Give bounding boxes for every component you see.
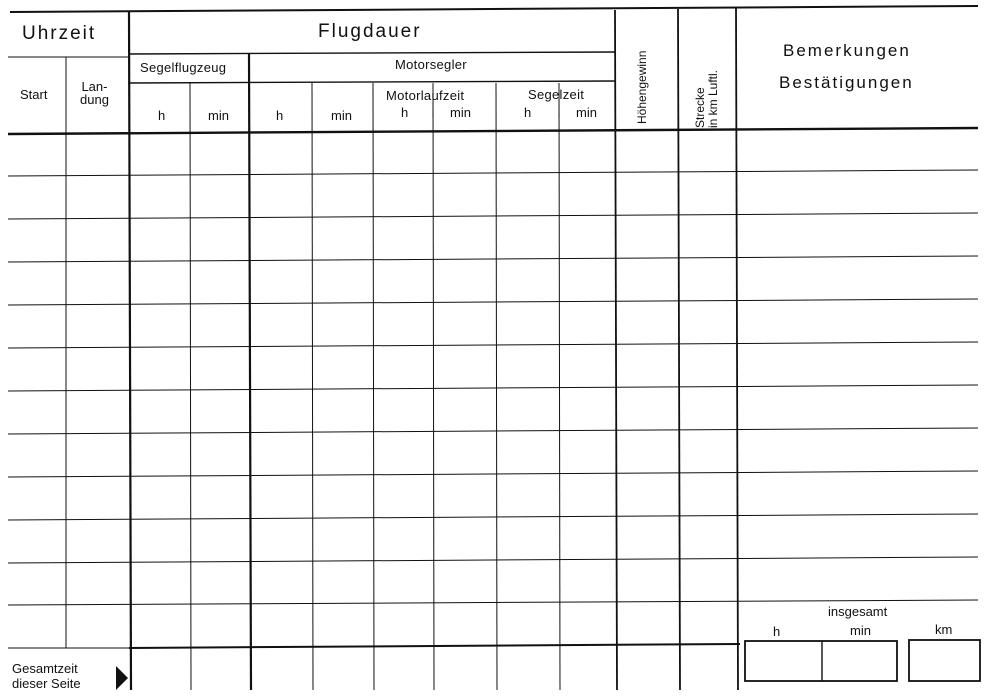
insgesamt-h-box[interactable] [747, 643, 820, 679]
cell-sz-h[interactable] [498, 523, 558, 562]
cell-landung[interactable] [67, 179, 128, 218]
cell-bemerkung[interactable] [739, 136, 977, 175]
cell-start[interactable] [9, 566, 65, 605]
cell-bemerkung[interactable] [739, 394, 977, 433]
cell-sz-h[interactable] [498, 609, 558, 648]
cell-ml-min[interactable] [435, 308, 495, 347]
cell-seg-min[interactable] [192, 480, 248, 519]
cell-bemerkung[interactable] [739, 351, 977, 390]
cell-mot-h[interactable] [252, 179, 311, 218]
cell-ml-min[interactable] [435, 179, 495, 218]
footer-km: km [935, 622, 953, 637]
header-flugdauer: Flugdauer [318, 21, 422, 42]
cell-sz-h[interactable] [498, 351, 558, 390]
cell-ml-min[interactable] [435, 136, 495, 175]
cell-landung[interactable] [67, 437, 128, 476]
cell-bemerkung[interactable] [739, 566, 977, 605]
cell-mot-h[interactable] [252, 394, 311, 433]
cell-mot-min[interactable] [314, 480, 372, 519]
cell-landung[interactable] [67, 136, 128, 175]
cell-hoehe[interactable] [618, 351, 677, 390]
footer-insgesamt: insgesamt [828, 604, 888, 619]
header-segelzeit-h: h [524, 105, 532, 120]
cell-landung[interactable] [67, 351, 128, 390]
cell-sz-min[interactable] [561, 265, 614, 304]
insgesamt-min-box[interactable] [824, 643, 895, 679]
cell-ml-min[interactable] [435, 394, 495, 433]
cell-seg-min[interactable] [192, 523, 248, 562]
header-bemerkungen: Bemerkungen [783, 41, 911, 60]
cell-ml-h[interactable] [375, 351, 432, 390]
cell-ml-min[interactable] [435, 222, 495, 261]
cell-landung[interactable] [67, 566, 128, 605]
cell-strecke[interactable] [681, 437, 735, 476]
cell-strecke[interactable] [681, 136, 735, 175]
cell-mot-min[interactable] [314, 179, 372, 218]
cell-seg-h[interactable] [131, 523, 189, 562]
cell-bemerkung[interactable] [739, 179, 977, 218]
cell-hoehe[interactable] [618, 222, 677, 261]
cell-sz-min[interactable] [561, 308, 614, 347]
cell-seg-min[interactable] [192, 179, 248, 218]
cell-seg-min[interactable] [192, 222, 248, 261]
cell-ml-min[interactable] [435, 437, 495, 476]
cell-strecke[interactable] [681, 308, 735, 347]
cell-ml-h[interactable] [375, 265, 432, 304]
cell-ml-min[interactable] [435, 351, 495, 390]
total-motorlaufzeit-h[interactable] [375, 648, 432, 686]
cell-mot-min[interactable] [314, 523, 372, 562]
cell-start[interactable] [9, 265, 65, 304]
cell-mot-min[interactable] [314, 394, 372, 433]
footer-gesamtzeit: Gesamtzeit dieser Seite [12, 661, 81, 691]
cell-ml-min[interactable] [435, 566, 495, 605]
cell-sz-h[interactable] [498, 394, 558, 433]
cell-landung[interactable] [67, 265, 128, 304]
header-segelflug-h: h [158, 108, 166, 123]
cell-seg-min[interactable] [192, 566, 248, 605]
header-motorsegler: Motorsegler [395, 57, 467, 72]
cell-mot-h[interactable] [252, 351, 311, 390]
header-segelflug-min: min [208, 108, 229, 123]
cell-sz-min[interactable] [561, 609, 614, 648]
cell-seg-h[interactable] [131, 351, 189, 390]
cell-mot-h[interactable] [252, 308, 311, 347]
cell-landung[interactable] [67, 523, 128, 562]
header-motorlaufzeit: Motorlaufzeit [386, 88, 465, 103]
arrow-right-icon [116, 666, 128, 690]
cell-mot-h[interactable] [252, 566, 311, 605]
cell-seg-min[interactable] [192, 437, 248, 476]
cell-seg-h[interactable] [131, 437, 189, 476]
total-segelflug-min[interactable] [192, 650, 248, 688]
cell-start[interactable] [9, 523, 65, 562]
cell-mot-h[interactable] [252, 523, 311, 562]
cell-hoehe[interactable] [618, 523, 677, 562]
cell-strecke[interactable] [681, 523, 735, 562]
cell-seg-min[interactable] [192, 265, 248, 304]
cell-landung[interactable] [67, 222, 128, 261]
cell-mot-min[interactable] [314, 136, 372, 175]
cell-strecke[interactable] [681, 179, 735, 218]
cell-ml-h[interactable] [375, 609, 432, 648]
cell-seg-h[interactable] [131, 179, 189, 218]
cell-sz-h[interactable] [498, 480, 558, 519]
cell-sz-h[interactable] [498, 136, 558, 175]
header-segelzeit-min: min [576, 105, 597, 120]
cell-seg-h[interactable] [131, 609, 189, 648]
cell-hoehe[interactable] [618, 566, 677, 605]
header-start: Start [20, 87, 48, 102]
cell-hoehe[interactable] [618, 394, 677, 433]
cell-mot-min[interactable] [314, 609, 372, 648]
cell-hoehe[interactable] [618, 437, 677, 476]
cell-seg-h[interactable] [131, 394, 189, 433]
cell-strecke[interactable] [681, 222, 735, 261]
header-strecke: Strecke in km Luftl. [693, 69, 720, 128]
cell-sz-min[interactable] [561, 480, 614, 519]
cell-ml-h[interactable] [375, 523, 432, 562]
cell-seg-min[interactable] [192, 351, 248, 390]
cell-start[interactable] [9, 394, 65, 433]
cell-sz-h[interactable] [498, 566, 558, 605]
total-motorlaufzeit-min[interactable] [435, 648, 495, 686]
header-motorlaufzeit-h: h [401, 105, 409, 120]
cell-seg-min[interactable] [192, 308, 248, 347]
cell-ml-h[interactable] [375, 222, 432, 261]
cell-ml-h[interactable] [375, 394, 432, 433]
cell-landung[interactable] [67, 480, 128, 519]
header-bestaetigungen: Bestätigungen [779, 73, 914, 92]
cell-sz-min[interactable] [561, 437, 614, 476]
total-strecke[interactable] [681, 646, 735, 684]
cell-sz-min[interactable] [561, 136, 614, 175]
cell-bemerkung[interactable] [739, 523, 977, 562]
cell-seg-h[interactable] [131, 222, 189, 261]
cell-bemerkung[interactable] [739, 308, 977, 347]
total-segelzeit-h[interactable] [498, 647, 558, 685]
cell-sz-min[interactable] [561, 523, 614, 562]
cell-sz-h[interactable] [498, 308, 558, 347]
cell-hoehe[interactable] [618, 480, 677, 519]
cell-seg-min[interactable] [192, 136, 248, 175]
cell-ml-min[interactable] [435, 265, 495, 304]
cell-ml-h[interactable] [375, 179, 432, 218]
cell-strecke[interactable] [681, 265, 735, 304]
cell-mot-min[interactable] [314, 265, 372, 304]
cell-mot-h[interactable] [252, 222, 311, 261]
cell-mot-min[interactable] [314, 351, 372, 390]
cell-start[interactable] [9, 609, 65, 648]
cell-sz-min[interactable] [561, 179, 614, 218]
cell-landung[interactable] [67, 308, 128, 347]
cell-ml-min[interactable] [435, 609, 495, 648]
cell-seg-h[interactable] [131, 136, 189, 175]
header-motorlaufzeit-min: min [450, 105, 471, 120]
cell-sz-h[interactable] [498, 437, 558, 476]
cell-seg-min[interactable] [192, 394, 248, 433]
header-motorsegler-min: min [331, 108, 352, 123]
cell-hoehe[interactable] [618, 265, 677, 304]
cell-hoehe[interactable] [618, 179, 677, 218]
cell-seg-h[interactable] [131, 480, 189, 519]
total-motorsegler-min[interactable] [314, 649, 372, 687]
cell-sz-h[interactable] [498, 179, 558, 218]
cell-mot-h[interactable] [252, 265, 311, 304]
header-uhrzeit: Uhrzeit [22, 23, 97, 44]
cell-strecke[interactable] [681, 566, 735, 605]
cell-start[interactable] [9, 308, 65, 347]
footer-h: h [773, 624, 781, 639]
cell-start[interactable] [9, 222, 65, 261]
cell-ml-h[interactable] [375, 136, 432, 175]
insgesamt-km-box[interactable] [911, 642, 978, 679]
cell-start[interactable] [9, 136, 65, 175]
cell-bemerkung[interactable] [739, 222, 977, 261]
cell-hoehe[interactable] [618, 136, 677, 175]
cell-mot-h[interactable] [252, 437, 311, 476]
cell-mot-h[interactable] [252, 609, 311, 648]
cell-start[interactable] [9, 351, 65, 390]
header-hoehengewinn: Höhengewinn [635, 50, 649, 124]
header-motorsegler-h: h [276, 108, 284, 123]
cell-ml-min[interactable] [435, 523, 495, 562]
cell-mot-min[interactable] [314, 308, 372, 347]
cell-mot-min[interactable] [314, 222, 372, 261]
cell-landung[interactable] [67, 394, 128, 433]
cell-strecke[interactable] [681, 609, 735, 648]
cell-sz-h[interactable] [498, 222, 558, 261]
cell-ml-h[interactable] [375, 480, 432, 519]
cell-mot-h[interactable] [252, 480, 311, 519]
footer-min: min [850, 623, 871, 638]
cell-mot-min[interactable] [314, 437, 372, 476]
cell-hoehe[interactable] [618, 308, 677, 347]
cell-ml-h[interactable] [375, 566, 432, 605]
cell-mot-h[interactable] [252, 136, 311, 175]
cell-mot-min[interactable] [314, 566, 372, 605]
cell-sz-min[interactable] [561, 222, 614, 261]
cell-bemerkung[interactable] [739, 265, 977, 304]
header-segelzeit: Segelzeit [528, 87, 585, 102]
total-segelzeit-min[interactable] [561, 647, 614, 685]
cell-seg-h[interactable] [131, 566, 189, 605]
cell-ml-h[interactable] [375, 308, 432, 347]
header-landung: Lan- dung [80, 79, 109, 107]
total-motorsegler-h[interactable] [252, 649, 311, 687]
cell-bemerkung[interactable] [739, 480, 977, 519]
cell-seg-h[interactable] [131, 308, 189, 347]
cell-sz-h[interactable] [498, 265, 558, 304]
cell-strecke[interactable] [681, 351, 735, 390]
cell-strecke[interactable] [681, 480, 735, 519]
cell-seg-h[interactable] [131, 265, 189, 304]
cell-landung[interactable] [67, 609, 128, 648]
cell-start[interactable] [9, 437, 65, 476]
cell-hoehe[interactable] [618, 609, 677, 648]
cell-strecke[interactable] [681, 394, 735, 433]
cell-seg-min[interactable] [192, 609, 248, 648]
cell-sz-min[interactable] [561, 566, 614, 605]
cell-ml-min[interactable] [435, 480, 495, 519]
cell-ml-h[interactable] [375, 437, 432, 476]
header-segelflugzeug: Segelflugzeug [140, 60, 227, 75]
cell-start[interactable] [9, 480, 65, 519]
cell-sz-min[interactable] [561, 351, 614, 390]
cell-start[interactable] [9, 179, 65, 218]
total-segelflug-h[interactable] [131, 650, 189, 688]
cell-bemerkung[interactable] [739, 437, 977, 476]
cell-sz-min[interactable] [561, 394, 614, 433]
